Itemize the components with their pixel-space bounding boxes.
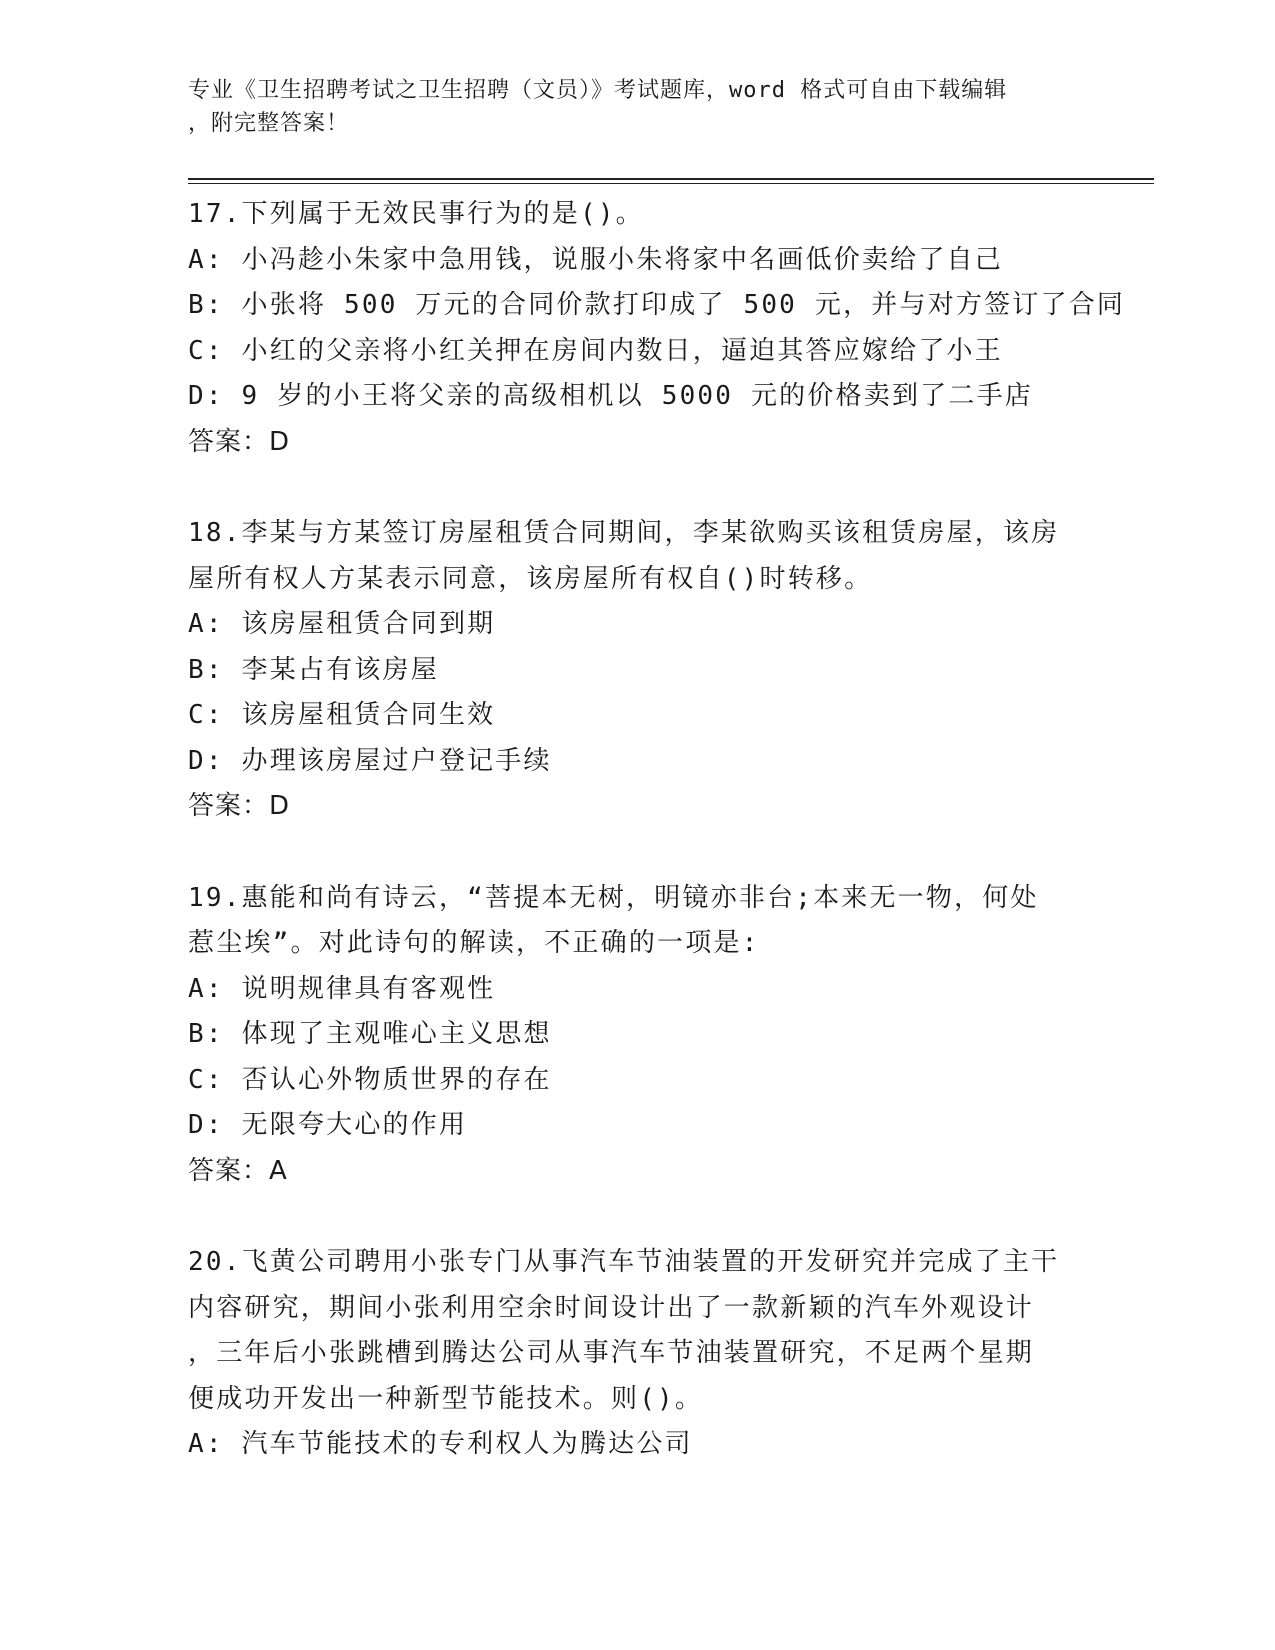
option-a: A: 汽车节能技术的专利权人为腾达公司 — [188, 1429, 693, 1459]
question-stem: ，三年后小张跳槽到腾达公司从事汽车节油装置研究，不足两个星期 — [188, 1338, 1035, 1368]
question-stem: 19.惠能和尚有诗云，“菩提本无树，明镜亦非台;本来无一物，何处 — [188, 882, 1039, 913]
option-a: A: 小冯趁小朱家中急用钱，说服小朱将家中名画低价卖给了自己 — [188, 244, 1003, 275]
question-19 — [188, 876, 1088, 1195]
document-header — [188, 74, 1088, 140]
option-a: A: 说明规律具有客观性 — [188, 973, 496, 1004]
question-list — [188, 192, 1126, 1514]
question-stem: 18.李某与方某签订房屋租赁合同期间，李某欲购买该租赁房屋，该房 — [188, 518, 1060, 548]
question-stem: 17.下列属于无效民事行为的是()。 — [188, 199, 644, 229]
question-17 — [188, 192, 1126, 465]
question-stem: 惹尘埃”。对此诗句的解读，不正确的一项是: — [188, 928, 760, 958]
question-stem: 内容研究，期间小张利用空余时间设计出了一款新颖的汽车外观设计 — [188, 1292, 1035, 1323]
option-c: C: 该房屋租赁合同生效 — [188, 700, 496, 730]
option-c: C: 否认心外物质世界的存在 — [188, 1064, 552, 1095]
answer-line: 答案：D — [188, 426, 291, 457]
header-line-2: ，附完整答案！ — [188, 111, 350, 136]
question-18 — [188, 511, 1088, 830]
option-d: D: 办理该房屋过户登记手续 — [188, 745, 552, 776]
option-a: A: 该房屋租赁合同到期 — [188, 609, 496, 639]
question-stem: 20.飞黄公司聘用小张专门从事汽车节油装置的开发研究并完成了主干 — [188, 1247, 1060, 1277]
header-line-1: 专业《卫生招聘考试之卫生招聘（文员）》考试题库，word 格式可自由下载编辑 — [188, 78, 1008, 103]
option-b: B: 小张将 500 万元的合同价款打印成了 500 元，并与对方签订了合同 — [188, 290, 1126, 320]
question-stem: 屋所有权人方某表示同意，该房屋所有权自()时转移。 — [188, 563, 873, 594]
answer-line: 答案：D — [188, 791, 291, 821]
question-stem: 便成功开发出一种新型节能技术。则()。 — [188, 1383, 704, 1414]
question-20 — [188, 1240, 1088, 1468]
option-d: D: 无限夸大心的作用 — [188, 1110, 468, 1140]
answer-line: 答案：A — [188, 1155, 288, 1186]
option-b: B: 体现了主观唯心主义思想 — [188, 1019, 552, 1049]
option-b: B: 李某占有该房屋 — [188, 654, 439, 685]
option-d: D: 9 岁的小王将父亲的高级相机以 5000 元的价格卖到了二手店 — [188, 381, 1033, 411]
header-divider-thick — [188, 178, 1154, 180]
option-c: C: 小红的父亲将小红关押在房间内数日，逼迫其答应嫁给了小王 — [188, 335, 1003, 366]
header-divider-thin — [188, 183, 1154, 184]
